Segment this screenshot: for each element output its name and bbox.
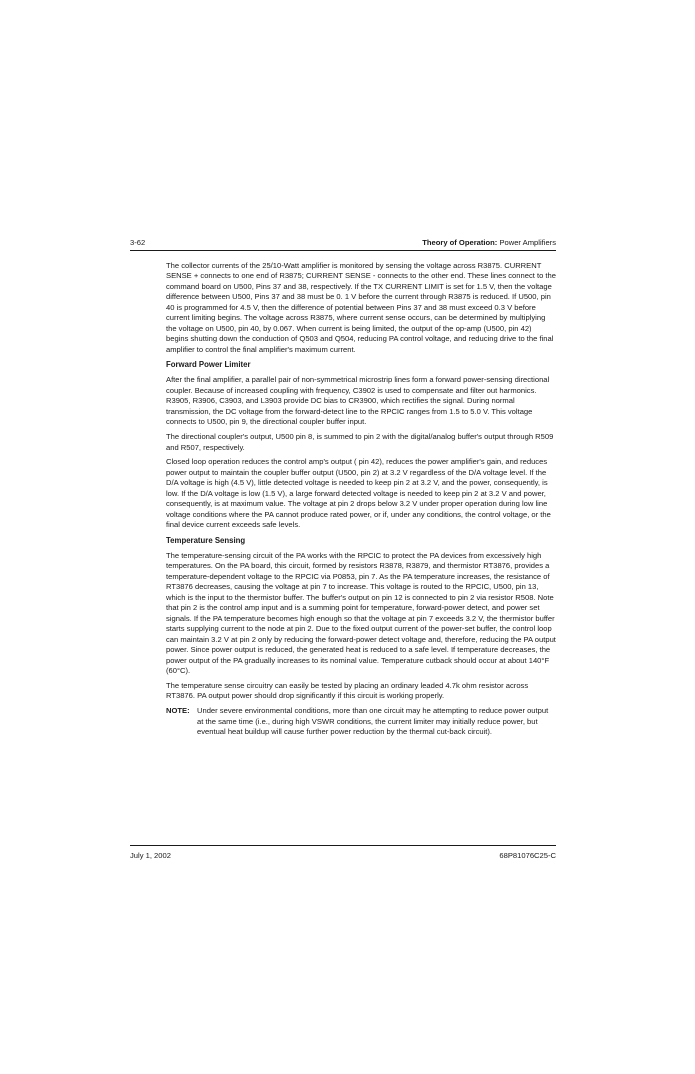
footer-doc-number: 68P81076C25-C	[499, 851, 556, 860]
page-number: 3-62	[130, 238, 146, 247]
note-text: Under severe environmental conditions, more than one circuit may he attempting to reduce power output at the same time (i.e., during high VSWR conditions, the current limiter may initially reduce power, but eventual heat buildup will cause further power reduction by the thermal cut-back circuit).	[197, 706, 549, 737]
closed-loop-paragraph: Closed loop operation reduces the control amp's output ( pin 42), reduces the power amplifier's gain, and reduces power output to maintain the coupler buffer output (U500, pin 2) at 3.2 V regardless of the D/A voltage level. If the D/A voltage is high (4.5 V), little detected voltage is needed to keep pin 2 at 3.2 V, and the power, consequently, is low. If the D/A voltage is low (1.5 V), a large forward detected voltage is needed to keep pin 2 at 3.2 V and power, consequently, is at maximum value. The voltage at pin 2 drops below 3.2 V under proper operation during low line voltage conditions where the PA cannot produce rated power, or if, under any conditions, the control voltage, or the final device current exceeds safe levels.	[166, 457, 551, 530]
note-block	[166, 706, 556, 737]
temperature-sensing-heading: Temperature Sensing	[166, 535, 246, 545]
current-limit-paragraph: The collector currents of the 25/10-Watt amplifier is monitored by sensing the voltage across R3875. CURRENT SENSE + connects to one end of R3875; CURRENT SENSE - connects to the other end. These lines connect to the command board on U500, Pins 37 and 38, respectively. If the TX CURRENT LIMIT is set for 1.5 V, then the voltage difference between U500, Pins 37 and 38 must be 0. 1 V before the current through R3875 is reduced. If U500, pin 40 is programmed for 4.5 V, then the difference of potential between Pins 37 and 38 must exceed 0.3 V before current limiting begins. The voltage across R3875, where current sense occurs, can be determined by multiplying the voltage on U500, pin 40, by 0.067. When current is being limited, the output of the op-amp (U500, pin 42) begins shutting down the conduction of Q503 and Q504, reducing PA control voltage, and reducing drive to the final amplifier to control the final amplifier's maximum current.	[166, 261, 556, 354]
temperature-circuit-paragraph: The temperature-sensing circuit of the PA works with the RPCIC to protect the PA devices from excessively high temperatures. On the PA board, this circuit, formed by resistors R3878, R3879, and thermistor RT3876, provides a temperature-dependent voltage to the RPCIC via P0853, pin 7. As the PA temperature increases, the resistance of RT3876 decreases, causing the voltage at pin 7 to increase. This voltage is routed to the RPCIC, U500, pin 13, which is the input to the thermistor buffer. The buffer's output on pin 12 is connected to pin 2 via resistor R508. Note that pin 2 is the control amp input and is a summing point for temperature, forward-power detect, and power set signals. If the PA temperature becomes high enough so that the voltage at pin 7 exceeds 3.2 V, the thermistor buffer starts supplying current to the node at pin 2. Due to the fixed output current of the power-set buffer, the control loop can maintain 3.2 V at pin 2 only by reducing the forward-power detect voltage and, therefore, reducing the PA output power. Since power output is reduced, the generated heat is reduced to a safe level. If temperature decreases, the power output of the PA gradually increases to its nominal value. Temperature cutback should occur at about 140°F (60°C).	[166, 550, 556, 675]
note-label: NOTE:	[166, 706, 190, 716]
page-body	[166, 261, 556, 737]
section-title	[422, 237, 556, 248]
footer-date: July 1, 2002	[130, 851, 171, 860]
header-rule	[130, 250, 556, 251]
forward-power-limiter-heading: Forward Power Limiter	[166, 360, 251, 370]
coupler-paragraph: After the final amplifier, a parallel pair of non-symmetrical microstrip lines form a forward power-sensing directional coupler. Because of increased coupling with frequency, C3902 is used to compensate and filter out harmonics. R3905, R3906, C3903, and L3903 provide DC bias to CR3900, which rectifies the signal. During normal transmission, the DC voltage from the forward-detect line to the RPCIC ranges from 1.5 to 5.0 V. This voltage connects to U500, pin 9, the directional coupler buffer input.	[166, 375, 550, 427]
section-title-bold: Theory of Operation:	[422, 238, 498, 247]
footer-rule	[130, 845, 556, 846]
section-title-rest: Power Amplifiers	[497, 238, 556, 247]
coupler-output-paragraph: The directional coupler's output, U500 pin 8, is summed to pin 2 with the digital/analog buffer's output through R509 and R507, respectively.	[166, 432, 554, 452]
temperature-test-paragraph: The temperature sense circuitry can easily be tested by placing an ordinary leaded 4.7k ohm resistor across RT3876. PA output power should drop significantly if this circuit is working properly.	[166, 680, 529, 701]
